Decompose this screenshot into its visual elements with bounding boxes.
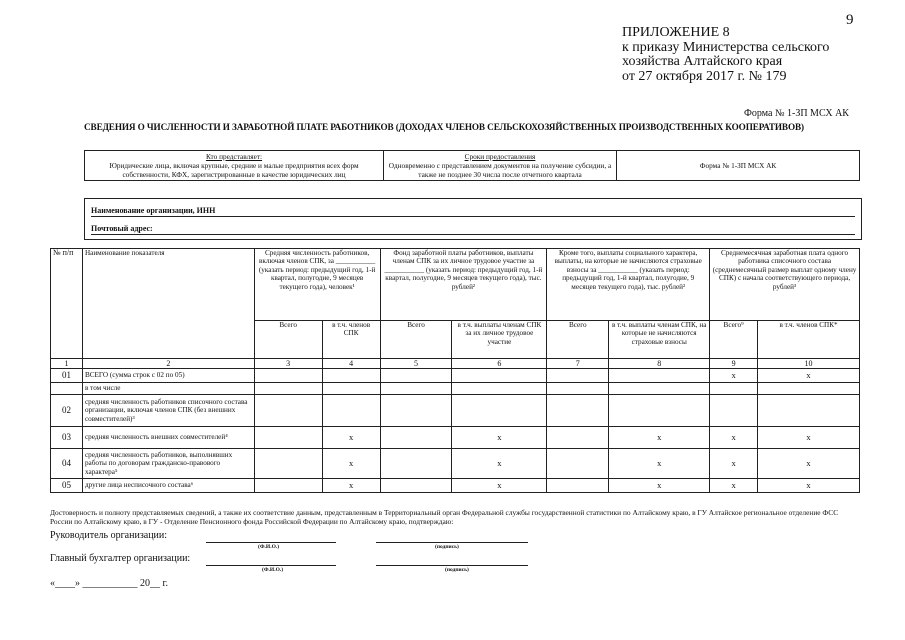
cell-c9[interactable]	[710, 395, 758, 427]
cell-c9: x	[710, 427, 758, 449]
cell-c10: x	[758, 449, 860, 479]
cell-c9: x	[710, 479, 758, 493]
org-address-label: Почтовый адрес:	[91, 224, 153, 233]
org-address-line[interactable]	[91, 234, 855, 235]
appendix-line-3: хозяйства Алтайского края	[622, 54, 783, 69]
accountant-signature-caption: (подпись)	[445, 567, 469, 573]
cell-c8: x	[609, 427, 710, 449]
table-row	[51, 427, 860, 449]
accountant-fio-caption: (Ф.И.О.)	[262, 567, 284, 573]
deadline-text: Одновременно с представлением документов на получение субсидии, а также не позднее 30 числа после отчетного квартала	[388, 161, 612, 179]
cell-c6[interactable]	[452, 369, 547, 383]
cell-c7[interactable]	[547, 369, 609, 383]
row-name: в том числе	[82, 383, 254, 395]
row-number: 01	[51, 369, 83, 383]
form-code: Форма № 1-ЗП МСХ АК	[744, 108, 849, 119]
index-cell: 9	[710, 359, 758, 369]
cell-c4[interactable]	[322, 395, 380, 427]
index-cell: 6	[452, 359, 547, 369]
cell-c3[interactable]	[254, 395, 322, 427]
sub-header-total-7: Всего	[547, 321, 609, 359]
head-signature-line[interactable]	[376, 542, 528, 543]
cell-c3	[254, 383, 322, 395]
sub-header-total-3: Всего	[254, 321, 322, 359]
who-cell	[85, 151, 384, 181]
col-header-avgpay: Среднемесячная заработная плата одного работника списочного состава (среднемесячный размер выплат одному члену СПК) с начала соответствующего периода, рублей³	[710, 249, 860, 321]
accountant-signature-line[interactable]	[376, 565, 528, 566]
row-name: средняя численность внешних совместителей⁴	[82, 427, 254, 449]
index-cell: 2	[82, 359, 254, 369]
who-header: Кто представляет:	[205, 152, 263, 161]
appendix-line-4: от 27 октября 2017 г. № 179	[622, 68, 787, 84]
row-name: средняя численность работников списочного состава организации, включая членов СПК (без внешних совместителей)³	[82, 395, 254, 427]
cell-c3[interactable]	[254, 369, 322, 383]
deadline-cell	[384, 151, 617, 181]
cell-c10: x	[758, 479, 860, 493]
cell-c8: x	[609, 449, 710, 479]
cell-c3[interactable]	[254, 479, 322, 493]
cell-c6: x	[452, 427, 547, 449]
cell-c5	[380, 383, 452, 395]
cell-c5[interactable]	[380, 395, 452, 427]
deadline-header: Сроки предоставления	[464, 152, 536, 161]
cell-c3[interactable]	[254, 427, 322, 449]
info-table	[84, 150, 860, 181]
org-name-label: Наименование организации, ИНН	[91, 206, 216, 215]
sub-header-social-spk: в т.ч. выплаты членам СПК, на которые не начисляются страховые взносы	[609, 321, 710, 359]
appendix-line-1: ПРИЛОЖЕНИЕ 8	[622, 25, 730, 40]
row-number: 04	[51, 449, 83, 479]
cell-c6	[452, 383, 547, 395]
cell-c4	[322, 383, 380, 395]
table-row	[51, 449, 860, 479]
table-row	[51, 479, 860, 493]
cell-c4: x	[322, 479, 380, 493]
cell-c8[interactable]	[609, 369, 710, 383]
index-cell: 1	[51, 359, 83, 369]
sub-header-total-9: Всего⁹	[710, 321, 758, 359]
row-number: 05	[51, 479, 83, 493]
cell-c10: x	[758, 369, 860, 383]
index-row	[51, 359, 860, 369]
cell-c10	[758, 383, 860, 395]
appendix-header	[622, 26, 829, 84]
cell-c6: x	[452, 449, 547, 479]
cell-c4[interactable]	[322, 369, 380, 383]
cell-c4: x	[322, 449, 380, 479]
col-header-name: Наименование показателя	[82, 249, 254, 359]
sub-header-total-5: Всего	[380, 321, 452, 359]
col-header-social: Кроме того, выплаты социального характера, выплаты, на которые не начисляются страховые взносы за ___________ (указать период: предыдущий год, 1-й квартал, полугодие, 9 месяцев текущего года), тыс. рублей²	[547, 249, 710, 321]
cell-c4: x	[322, 427, 380, 449]
cell-c9: x	[710, 369, 758, 383]
organization-box	[84, 198, 862, 240]
row-number	[51, 383, 83, 395]
form-label: Форма № 1-ЗП МСХ АК	[699, 161, 777, 170]
cell-c6: x	[452, 479, 547, 493]
page-number: 9	[846, 12, 854, 28]
cell-c5[interactable]	[380, 427, 452, 449]
cell-c7[interactable]	[547, 427, 609, 449]
table-row	[51, 383, 860, 395]
index-cell: 5	[380, 359, 452, 369]
cell-c8[interactable]	[609, 395, 710, 427]
row-name: ВСЕГО (сумма строк с 02 по 05)	[82, 369, 254, 383]
cell-c7[interactable]	[547, 479, 609, 493]
cell-c8	[609, 383, 710, 395]
cell-c9	[710, 383, 758, 395]
org-name-line[interactable]	[91, 216, 855, 217]
sub-header-avgpay-spk: в т.ч. членов СПК*	[758, 321, 860, 359]
cell-c5[interactable]	[380, 449, 452, 479]
index-cell: 4	[322, 359, 380, 369]
cell-c7[interactable]	[547, 449, 609, 479]
main-table	[50, 248, 860, 493]
index-cell: 8	[609, 359, 710, 369]
cell-c5[interactable]	[380, 369, 452, 383]
col-header-avg: Средняя численность работников, включая членов СПК, за ___________ (указать период: предыдущий год, 1-й квартал, полугодие, 9 месяцев текущего года), человек¹	[254, 249, 380, 321]
table-row	[51, 369, 860, 383]
form-label-cell	[617, 151, 860, 181]
index-cell: 10	[758, 359, 860, 369]
head-signature-caption: (подпись)	[435, 544, 459, 550]
cell-c6[interactable]	[452, 395, 547, 427]
col-header-no: № п/п	[51, 249, 83, 359]
cell-c7[interactable]	[547, 395, 609, 427]
table-row	[51, 395, 860, 427]
cell-c9: x	[710, 449, 758, 479]
cell-c5[interactable]	[380, 479, 452, 493]
appendix-line-2: к приказу Министерства сельского	[622, 39, 830, 55]
cell-c10[interactable]	[758, 395, 860, 427]
cell-c10: x	[758, 427, 860, 449]
col-header-fund: Фонд заработной платы работников, выплаты членам СПК за их личное трудовое участие за ___________ (указать период: предыдущий год, 1-й квартал, полугодие, 9 месяцев текущего года), тыс. рублей²	[380, 249, 547, 321]
confirmation-statement: Достоверность и полноту представляемых сведений, а также их соответствие данным, представленным в Территориальный орган Федеральной службы государственной статистики по Алтайскому краю, в ГУ Алтайское региональное отделение ФСС России по Алтайскому краю, в ГУ - Отделение Пенсионного фонда Российской Федерации по Алтайскому краю, подтверждаю:	[50, 508, 839, 526]
sub-header-fund-spk: в т.ч. выплаты членам СПК за их личное трудовое участие	[452, 321, 547, 359]
row-number: 02	[51, 395, 83, 427]
cell-c8: x	[609, 479, 710, 493]
accountant-fio-line[interactable]	[206, 565, 336, 566]
index-cell: 7	[547, 359, 609, 369]
head-label: Руководитель организации:	[50, 530, 168, 541]
cell-c7	[547, 383, 609, 395]
who-text: Юридические лица, включая крупные, средние и малые предприятия всех форм собственности, КФХ, зарегистрированные в качестве юридических лиц	[109, 161, 359, 179]
index-cell: 3	[254, 359, 322, 369]
sub-header-avg-spk: в т.ч. членов СПК	[322, 321, 380, 359]
row-name: другие лица несписочного состава⁶	[82, 479, 254, 493]
head-fio-caption: (Ф.И.О.)	[258, 544, 280, 550]
date-line[interactable]: «____» ___________ 20__ г.	[50, 578, 168, 589]
cell-c3[interactable]	[254, 449, 322, 479]
head-fio-line[interactable]	[206, 542, 336, 543]
row-number: 03	[51, 427, 83, 449]
row-name: средняя численность работников, выполнявших работы по договорам гражданско-правового характера⁵	[82, 449, 254, 479]
accountant-label: Главный бухгалтер организации:	[50, 553, 191, 564]
document-title: СВЕДЕНИЯ О ЧИСЛЕННОСТИ И ЗАРАБОТНОЙ ПЛАТЕ РАБОТНИКОВ (ДОХОДАХ ЧЛЕНОВ СЕЛЬСКОХОЗЯЙСТВЕННЫХ ПРОИЗВОДСТВЕННЫХ КООПЕРАТИВОВ)	[84, 122, 804, 132]
